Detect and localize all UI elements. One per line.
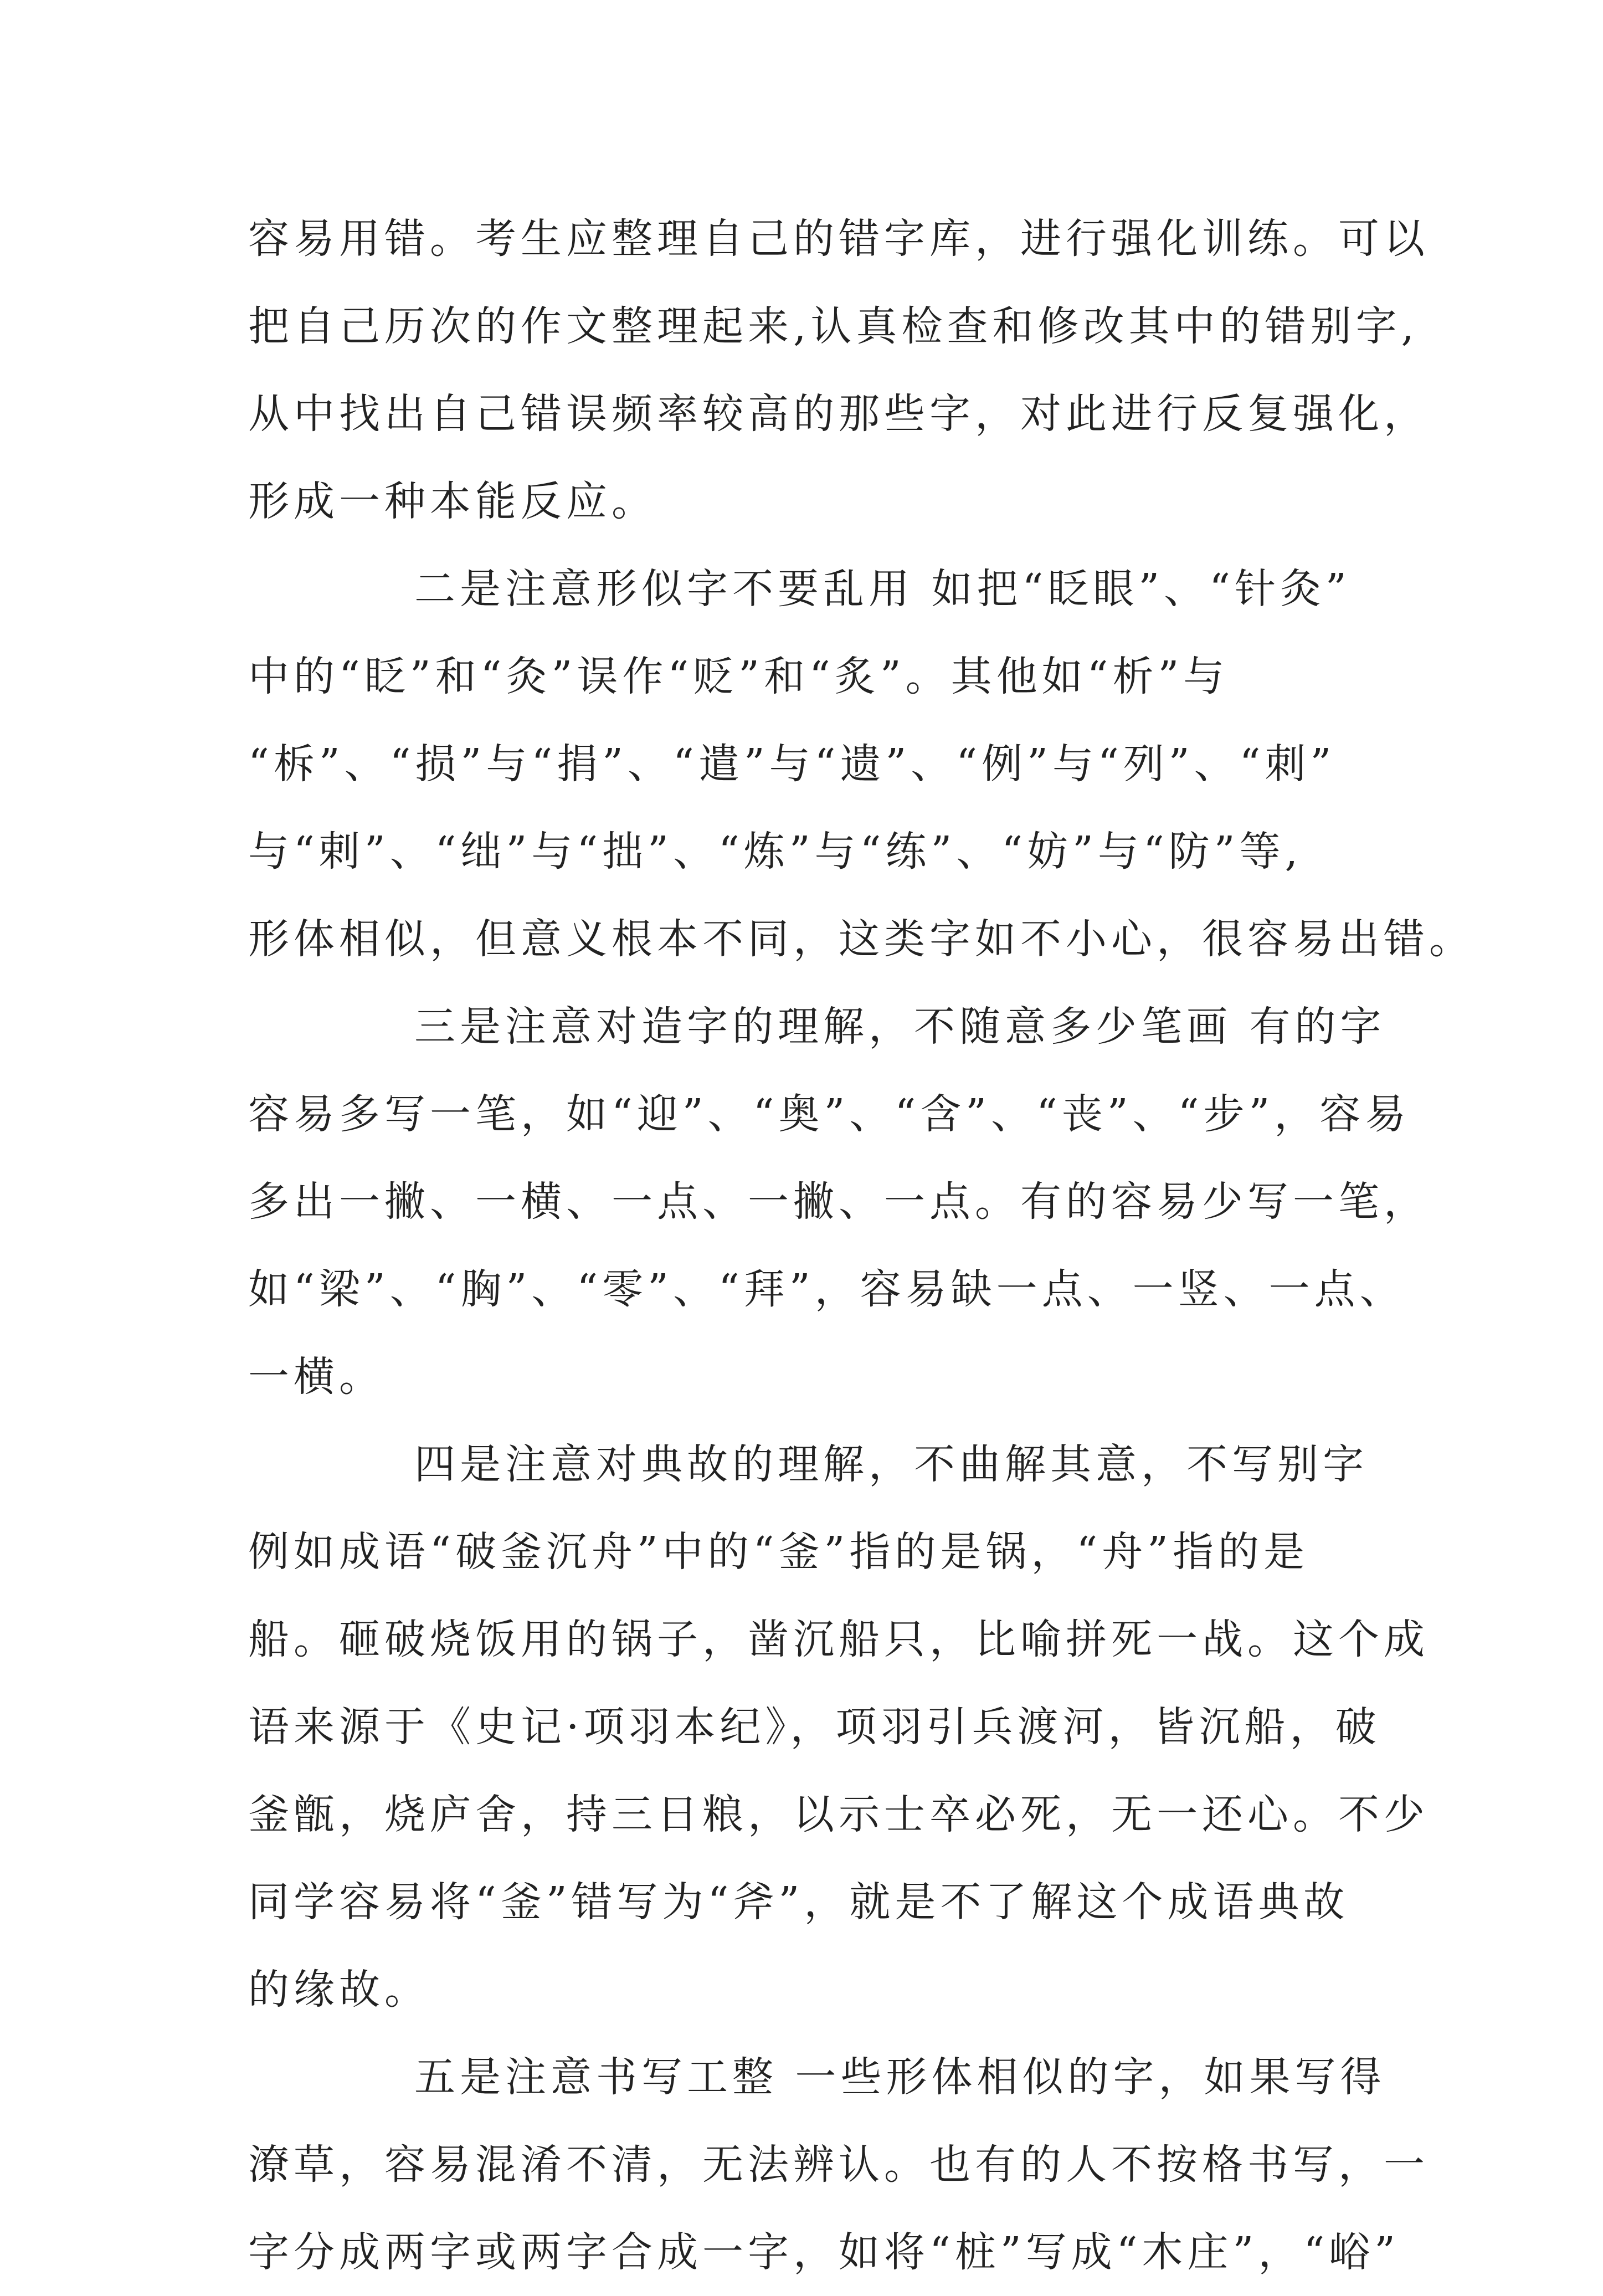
paragraph-heading-2: 二是注意形似字不要乱用 如把“眨眼”、“针灸” bbox=[414, 565, 1351, 613]
text-line: 例如成语“破釜沉舟”中的“釜”指的是锅，“舟”指的是 bbox=[248, 1528, 1309, 1576]
text-line: 多出一撇、一横、一点、一撇、一点。有的容易少写一笔， bbox=[248, 1178, 1429, 1226]
text-line: 的缘故。 bbox=[248, 1966, 430, 2013]
text-line: 形成一种本能反应。 bbox=[248, 478, 657, 525]
text-line: 把自己历次的作文整理起来,认真检查和修改其中的错别字, bbox=[248, 303, 1419, 350]
paragraph-heading-5: 五是注意书写工整 一些形体相似的字，如果写得 bbox=[414, 2053, 1386, 2101]
text-line: 同学容易将“釜”错写为“斧”，就是不了解这个成语典故 bbox=[248, 1878, 1349, 1926]
text-line: 容易多写一笔，如“迎”、“奥”、“含”、“丧”、“步”，容易 bbox=[248, 1090, 1411, 1138]
text-line: 字分成两字或两字合成一字，如将“桩”写成“木庄”，“峪” bbox=[248, 2228, 1400, 2276]
text-line: 中的“眨”和“灸”误作“贬”和“炙”。其他如“析”与 bbox=[248, 653, 1229, 700]
text-line: 容易用错。考生应整理自己的错字库，进行强化训练。可以 bbox=[248, 215, 1429, 263]
text-line: 如“梁”、“胸”、“零”、“拜”，容易缺一点、一竖、一点、 bbox=[248, 1265, 1405, 1313]
document-body bbox=[248, 195, 1474, 2296]
text-line: 釜甑，烧庐舍，持三日粮，以示士卒必死，无一还心。不少 bbox=[248, 1791, 1429, 1838]
text-line: 与“剌”、“绌”与“拙”、“炼”与“练”、“妨”与“防”等, bbox=[248, 828, 1303, 875]
text-line: 船。砸破烧饭用的锅子，凿沉船只，比喻拼死一战。这个成 bbox=[248, 1616, 1429, 1663]
text-line: “柝”、“损”与“捐”、“遣”与“遗”、“例”与“列”、“刺” bbox=[248, 740, 1336, 788]
text-line: 语来源于《史记·项羽本纪》，项羽引兵渡河，皆沉船，破 bbox=[248, 1703, 1381, 1751]
text-line: 一横。 bbox=[248, 1353, 384, 1401]
paragraph-heading-3: 三是注意对造字的理解，不随意多少笔画 有的字 bbox=[414, 1003, 1386, 1050]
text-line: 潦草，容易混淆不清，无法辨认。也有的人不按格书写，一 bbox=[248, 2141, 1429, 2189]
text-line: 形体相似，但意义根本不同，这类字如不小心，很容易出错。 bbox=[248, 915, 1474, 963]
text-line: 从中找出自己错误频率较高的那些字，对此进行反复强化， bbox=[248, 390, 1429, 438]
paragraph-heading-4: 四是注意对典故的理解，不曲解其意，不写别字 bbox=[414, 1441, 1368, 1488]
